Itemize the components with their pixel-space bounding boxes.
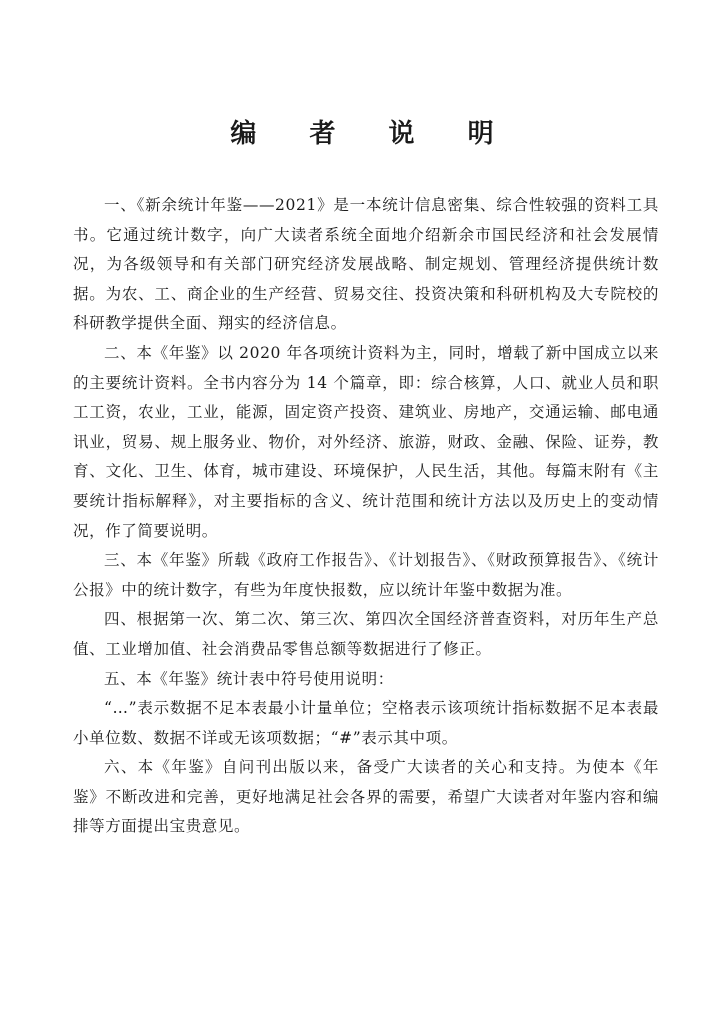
paragraph-6: “…”表示数据不足本表最小计量单位；空格表示该项统计指标数据不足本表最小单位数、数据不详或无该项数据；“#”表示其中项。 bbox=[73, 699, 659, 747]
paragraph-7: 六、本《年鉴》自问刊出版以来，备受广大读者的关心和支持。为使本《年鉴》不断改进和完善，更好地满足社会各界的需要，希望广大读者对年鉴内容和编排等方面提出宝贵意见。 bbox=[73, 758, 659, 836]
paragraph-5: 五、本《年鉴》统计表中符号使用说明： bbox=[104, 669, 394, 688]
paragraph-2: 二、本《年鉴》以 2020 年各项统计资料为主，同时，增载了新中国成立以来的主要统计资料。全书内容分为 14 个篇章，即：综合核算，人口、就业人员和职工工资，农业，工业，能源，固定资产投资、建筑业、房地产，交通运输、邮电通讯业，贸易、规上服务业、物价，对外经济、旅游，财政、金融、保险、证券，教育、文化、卫生、体育，城市建设、环境保护，人民生活，其他。每篇末附有《主要统计指标解释》，对主要指标的含义、统计范围和统计方法以及历史上的变动情况，作了简要说明。 bbox=[73, 343, 659, 540]
page-title: 编 者 说 明 bbox=[230, 119, 516, 149]
body-text bbox=[73, 191, 659, 842]
paragraph-3: 三、本《年鉴》所载《政府工作报告》、《计划报告》、《财政预算报告》、《统计公报》中的统计数字，有些为年度快报数，应以统计年鉴中数据为准。 bbox=[73, 551, 659, 599]
paragraph-4: 四、根据第一次、第二次、第三次、第四次全国经济普查资料，对历年生产总值、工业增加值、社会消费品零售总额等数据进行了修正。 bbox=[73, 610, 659, 658]
paragraph-1: 一、《新余统计年鉴——2021》是一本统计信息密集、综合性较强的资料工具书。它通过统计数字，向广大读者系统全面地介绍新余市国民经济和社会发展情况，为各级领导和有关部门研究经济发展战略、制定规划、管理经济提供统计数据。为农、工、商企业的生产经营、贸易交往、投资决策和科研机构及大专院校的科研教学提供全面、翔实的经济信息。 bbox=[73, 196, 659, 333]
